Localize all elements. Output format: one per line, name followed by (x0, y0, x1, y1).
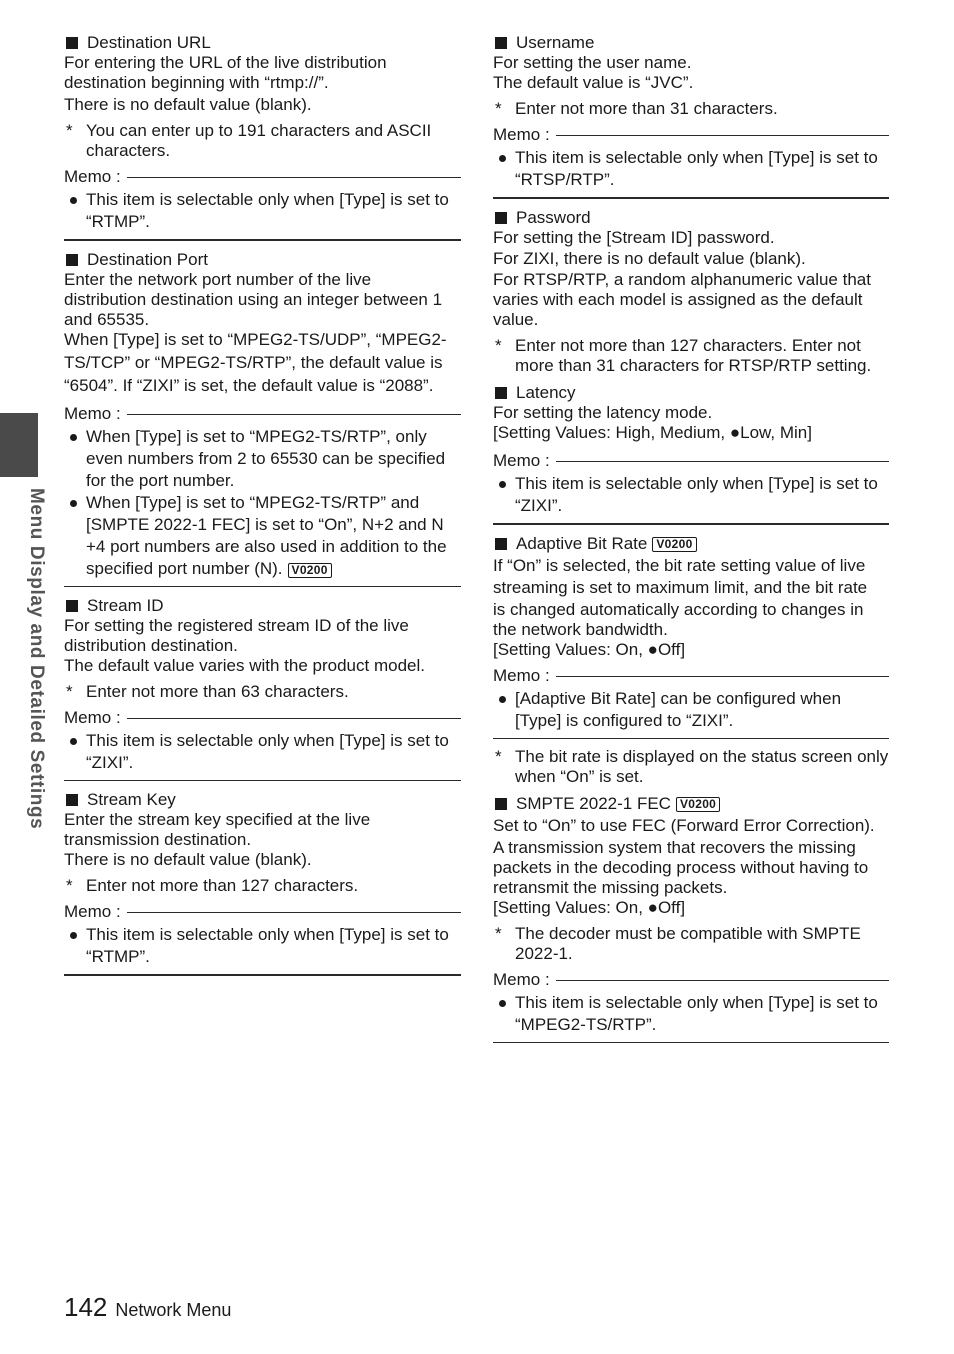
memo-header (493, 666, 889, 686)
bullet-dot-icon (499, 155, 506, 162)
section-heading (64, 790, 461, 810)
memo-list (493, 147, 889, 191)
note-text: Enter not more than 127 characters. Enter not more than 31 characters for RTSP/RTP setting. (515, 336, 872, 375)
memo-item-text: This item is selectable only when [Type] is set to “MPEG2-TS/RTP”. (515, 993, 878, 1034)
memo-header (64, 404, 461, 424)
setting-values (493, 423, 889, 443)
page-footer (64, 1292, 231, 1322)
memo-item (493, 147, 889, 191)
body-line: If “On” is selected, the bit rate setting value of live (493, 556, 866, 575)
setting-default-text: Off] (657, 898, 686, 917)
bullet-dot-icon (499, 696, 506, 703)
heading-text: Stream Key (87, 790, 176, 809)
body-line: A transmission system that recovers the missing (493, 838, 856, 857)
memo-label: Memo : (64, 404, 121, 423)
section-username (493, 32, 889, 199)
square-bullet-icon (495, 387, 507, 399)
memo-list (493, 992, 889, 1036)
section-heading (64, 596, 461, 616)
memo-end-rule (493, 738, 889, 739)
side-tab-marker (0, 413, 38, 477)
body-line: and 65535. (64, 310, 150, 329)
bullet-dot-icon (499, 1000, 506, 1007)
memo-rule (127, 414, 461, 415)
heading-text: Destination URL (87, 33, 211, 52)
heading-text: Destination Port (87, 250, 208, 269)
memo-item-text: This item is selectable only when [Type] is set to “ZIXI”. (86, 731, 449, 772)
side-tab-label: Menu Display and Detailed Settings (26, 488, 47, 830)
section-divider (64, 239, 461, 241)
memo-list (64, 426, 461, 580)
asterisk-icon: * (66, 876, 73, 895)
asterisk-icon: * (495, 747, 502, 766)
asterisk-icon: * (66, 682, 73, 701)
square-bullet-icon (495, 798, 507, 810)
body-line: the network bandwidth. (493, 620, 668, 639)
body-line: is changed automatically according to changes in (493, 600, 864, 619)
section-divider (493, 1042, 889, 1043)
page-number: 142 (64, 1292, 108, 1322)
setting-values (493, 898, 889, 918)
setting-values-text: [Setting Values: On, (493, 640, 648, 659)
section-stream-id (64, 595, 461, 781)
body-line: For RTSP/RTP, a random alphanumeric value that (493, 270, 871, 289)
memo-list (64, 189, 461, 233)
section-latency (493, 382, 889, 525)
memo-label: Memo : (493, 666, 550, 685)
bullet-dot-icon (70, 738, 77, 745)
memo-label: Memo : (493, 451, 550, 470)
memo-item (493, 473, 889, 517)
heading-text: SMPTE 2022-1 FEC (516, 794, 671, 813)
memo-list (493, 688, 889, 732)
section-smpte-fec (493, 793, 889, 1043)
section-adaptive-bit-rate (493, 533, 889, 787)
memo-header (493, 125, 889, 145)
section-heading (493, 383, 889, 403)
memo-label: Memo : (64, 902, 121, 921)
section-password (493, 207, 889, 376)
section-heading (493, 534, 889, 554)
memo-rule (556, 676, 889, 677)
memo-item-text: This item is selectable only when [Type] is set to “RTMP”. (86, 925, 449, 966)
section-heading (64, 33, 461, 53)
note (493, 747, 889, 787)
memo-list (64, 924, 461, 968)
note (64, 121, 461, 161)
bullet-dot-icon (499, 481, 506, 488)
asterisk-icon: * (495, 336, 502, 355)
section-heading (493, 33, 889, 53)
memo-item-text: This item is selectable only when [Type] is set to “ZIXI”. (515, 474, 878, 515)
memo-label: Memo : (493, 970, 550, 989)
body-line: TS/TCP” or “MPEG2-TS/RTP”, the default value is (64, 353, 443, 372)
memo-item-text: This item is selectable only when [Type] is set to “RTMP”. (86, 190, 449, 231)
memo-rule (127, 912, 461, 913)
note-text: Enter not more than 63 characters. (86, 682, 349, 701)
body-line: For entering the URL of the live distribution (64, 53, 387, 72)
note-text: Enter not more than 127 characters. (86, 876, 359, 895)
memo-item (64, 189, 461, 233)
setting-values (493, 640, 889, 660)
square-bullet-icon (66, 794, 78, 806)
memo-item-text: [Adaptive Bit Rate] can be configured when [Type] is configured to “ZIXI”. (515, 689, 842, 730)
section-divider (64, 586, 461, 587)
heading-text: Stream ID (87, 596, 164, 615)
memo-item (493, 688, 889, 732)
version-badge: V0200 (652, 537, 696, 552)
note (493, 924, 889, 964)
memo-item (64, 492, 461, 580)
body-line: For setting the user name. (493, 53, 692, 72)
heading-text: Password (516, 208, 591, 227)
body-line: retransmit the missing packets. (493, 878, 728, 897)
left-column (64, 32, 461, 984)
asterisk-icon: * (495, 924, 502, 943)
heading-text: Username (516, 33, 595, 52)
memo-item (493, 992, 889, 1036)
asterisk-icon: * (495, 99, 502, 118)
body-line: The default value is “JVC”. (493, 73, 694, 92)
section-heading (493, 208, 889, 228)
footer-title: Network Menu (115, 1300, 232, 1320)
bullet-dot-icon (70, 500, 77, 507)
square-bullet-icon (66, 254, 78, 266)
memo-list (64, 730, 461, 774)
square-bullet-icon (66, 600, 78, 612)
body-line: There is no default value (blank). (64, 850, 312, 869)
square-bullet-icon (495, 212, 507, 224)
memo-rule (556, 461, 889, 462)
square-bullet-icon (495, 37, 507, 49)
memo-header (493, 451, 889, 471)
body-line: There is no default value (blank). (64, 95, 312, 114)
memo-list (493, 473, 889, 517)
memo-label: Memo : (64, 708, 121, 727)
body-line: streaming is set to maximum limit, and the bit rate (493, 578, 868, 597)
body-line: Set to “On” to use FEC (Forward Error Correction). (493, 816, 875, 835)
memo-rule (127, 177, 461, 178)
heading-text: Adaptive Bit Rate (516, 534, 648, 553)
setting-default-text: Low, Min] (740, 423, 812, 442)
note (493, 336, 889, 376)
body-line: distribution destination. (64, 636, 238, 655)
asterisk-icon: * (66, 121, 73, 140)
bullet-dot-icon (70, 434, 77, 441)
bullet-dot-icon (70, 197, 77, 204)
section-divider (493, 523, 889, 525)
section-destination-url (64, 32, 461, 241)
memo-rule (127, 718, 461, 719)
note-text: The bit rate is displayed on the status screen only when “On” is set. (515, 747, 889, 786)
body-line: For setting the registered stream ID of the live (64, 616, 409, 635)
memo-label: Memo : (64, 167, 121, 186)
body-line: For ZIXI, there is no default value (blank). (493, 249, 806, 268)
note (493, 99, 889, 119)
body-line: transmission destination. (64, 830, 252, 849)
body-line: For setting the latency mode. (493, 403, 713, 422)
bullet-dot-icon (70, 932, 77, 939)
memo-item (64, 924, 461, 968)
memo-header (493, 970, 889, 990)
heading-text: Latency (516, 383, 576, 402)
memo-header (64, 708, 461, 728)
default-dot-icon: ● (647, 640, 658, 659)
body-line: “6504”. If “ZIXI” is set, the default value is “2088”. (64, 376, 434, 395)
memo-item (64, 426, 461, 492)
body-line: varies with each model is assigned as the default (493, 290, 863, 309)
body-line: Enter the network port number of the live (64, 270, 372, 289)
default-dot-icon: ● (729, 423, 741, 442)
body-line: destination beginning with “rtmp://”. (64, 73, 329, 92)
note-text: The decoder must be compatible with SMPTE 2022-1. (515, 924, 861, 963)
setting-values-text: [Setting Values: On, (493, 898, 648, 917)
section-heading (64, 250, 461, 270)
memo-item-text: When [Type] is set to “MPEG2-TS/RTP”, only even numbers from 2 to 65530 can be specified for the port number. (86, 427, 446, 490)
body-line: When [Type] is set to “MPEG2-TS/UDP”, “MPEG2- (64, 330, 447, 349)
memo-rule (556, 135, 889, 136)
note (64, 876, 461, 896)
square-bullet-icon (66, 37, 78, 49)
section-heading (493, 794, 889, 814)
section-stream-key (64, 789, 461, 976)
memo-header (64, 167, 461, 187)
setting-default-text: Off] (657, 640, 686, 659)
body-line: Enter the stream key specified at the live (64, 810, 371, 829)
body-line: distribution destination using an integer between 1 (64, 290, 443, 309)
section-divider (493, 197, 889, 199)
memo-item (64, 730, 461, 774)
square-bullet-icon (495, 538, 507, 550)
right-column (493, 32, 889, 1051)
note (64, 682, 461, 702)
memo-item-text: This item is selectable only when [Type] is set to “RTSP/RTP”. (515, 148, 878, 189)
body-line: The default value varies with the product model. (64, 656, 425, 675)
setting-values-text: [Setting Values: High, Medium, (493, 423, 730, 442)
version-badge: V0200 (676, 797, 720, 812)
body-line: value. (493, 310, 539, 329)
section-divider (64, 780, 461, 781)
version-badge: V0200 (288, 563, 332, 578)
memo-rule (556, 980, 889, 981)
body-line: packets in the decoding process without having to (493, 858, 869, 877)
section-destination-port (64, 249, 461, 587)
note-text: Enter not more than 31 characters. (515, 99, 778, 118)
memo-item-text: When [Type] is set to “MPEG2-TS/RTP” and [SMPTE 2022-1 FEC] is set to “On”, N+2 and N +4 port numbers are also used in addition to the specified port number (N). (86, 493, 447, 578)
default-dot-icon: ● (647, 898, 658, 917)
body-line: For setting the [Stream ID] password. (493, 228, 775, 247)
memo-header (64, 902, 461, 922)
section-divider (64, 974, 461, 976)
memo-label: Memo : (493, 125, 550, 144)
note-text: You can enter up to 191 characters and ASCII characters. (86, 121, 432, 160)
